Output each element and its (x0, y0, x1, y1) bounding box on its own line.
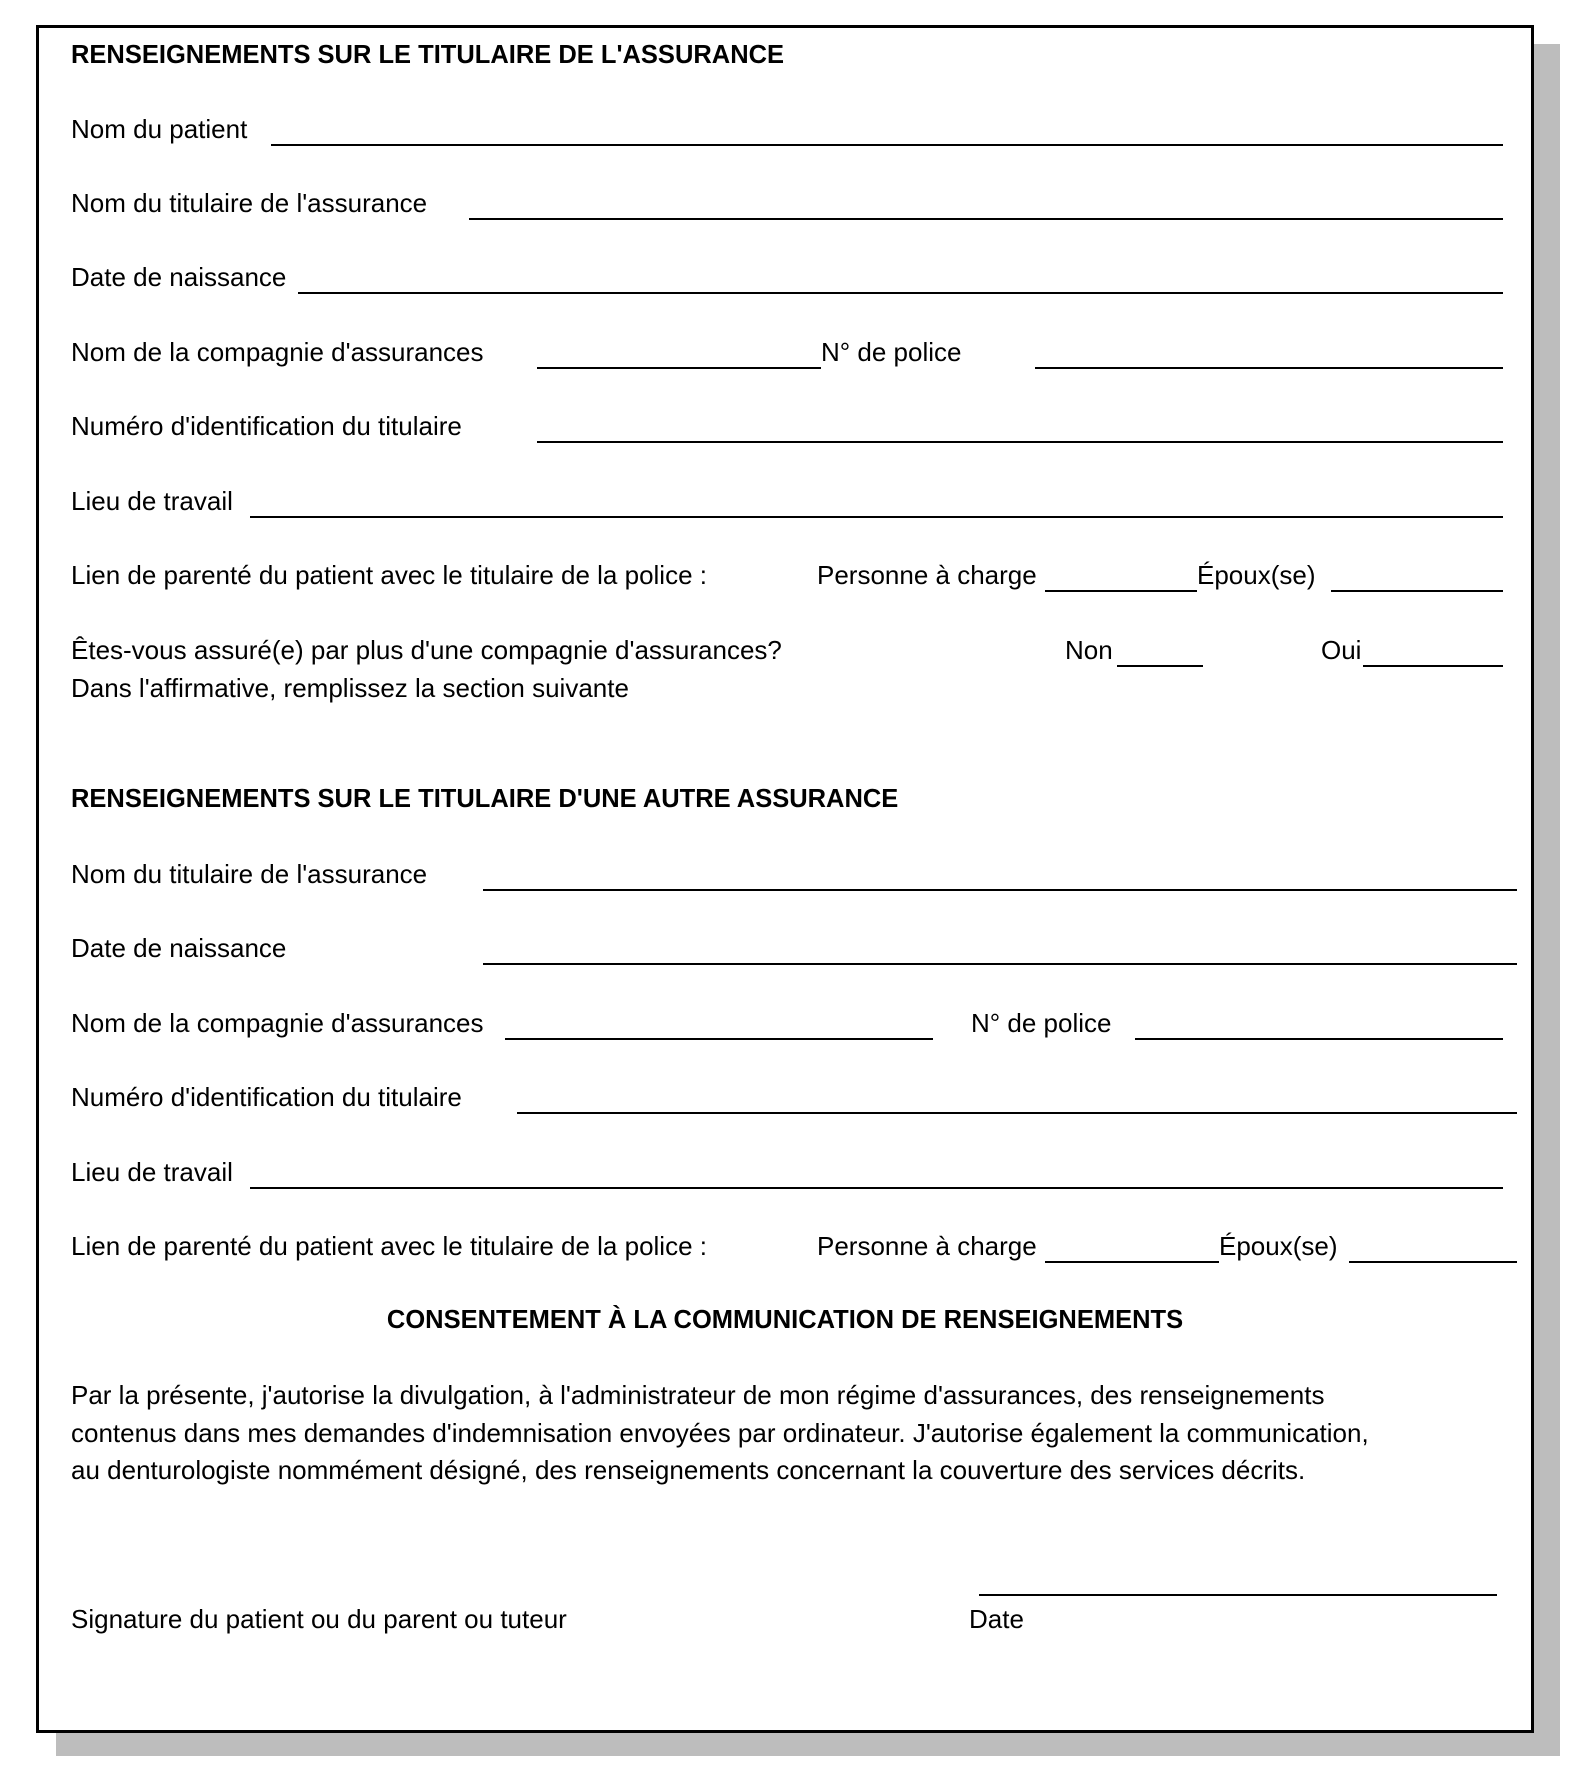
spouse-field[interactable] (1331, 590, 1503, 592)
policy-field[interactable] (1035, 367, 1503, 369)
no-label: Non (1065, 635, 1113, 665)
dependent-field[interactable] (1045, 590, 1197, 592)
holder-name-field[interactable] (469, 218, 1503, 220)
consent-title: CONSENTEMENT À LA COMMUNICATION DE RENSEIGNEMENTS (386, 1306, 1184, 1334)
dependent-label: Personne à charge (817, 560, 1037, 590)
holder-name-label-2: Nom du titulaire de l'assurance (71, 859, 428, 889)
signature-label: Signature du patient ou du parent ou tuteur (71, 1604, 567, 1634)
birth-date-label-2: Date de naissance (71, 933, 287, 963)
holder-name-field-2[interactable] (483, 889, 1517, 891)
birth-date-field[interactable] (298, 292, 1503, 294)
dependent-label-2: Personne à charge (817, 1231, 1037, 1261)
no-field[interactable] (1117, 665, 1203, 667)
spouse-label-2: Époux(se) (1219, 1231, 1338, 1261)
holder-id-field-2[interactable] (517, 1112, 1517, 1114)
patient-name-field[interactable] (271, 144, 1503, 146)
date-field[interactable] (979, 1594, 1497, 1596)
policy-field-2[interactable] (1135, 1038, 1503, 1040)
spouse-label: Époux(se) (1197, 560, 1316, 590)
section2-title: RENSEIGNEMENTS SUR LE TITULAIRE D'UNE AUTRE ASSURANCE (71, 785, 899, 813)
company-field[interactable] (537, 367, 821, 369)
holder-name-label: Nom du titulaire de l'assurance (71, 188, 428, 218)
if-yes-instruction: Dans l'affirmative, remplissez la section suivante (71, 673, 629, 703)
consent-line-2: contenus dans mes demandes d'indemnisation envoyées par ordinateur. J'autorise également la communication, (71, 1417, 1369, 1448)
consent-line-1: Par la présente, j'autorise la divulgation, à l'administrateur de mon régime d'assurances, des renseignements (71, 1380, 1325, 1410)
company-field-2[interactable] (505, 1038, 933, 1040)
policy-label: N° de police (821, 337, 962, 367)
consent-line-3: au denturologiste nommément désigné, des renseignements concernant la couverture des services décrits. (71, 1455, 1306, 1485)
birth-date-label: Date de naissance (71, 262, 287, 292)
yes-field[interactable] (1363, 665, 1503, 667)
holder-id-field[interactable] (537, 441, 1503, 443)
workplace-label-2: Lieu de travail (71, 1157, 233, 1187)
company-label-2: Nom de la compagnie d'assurances (71, 1008, 484, 1038)
birth-date-field-2[interactable] (483, 963, 1517, 965)
date-label: Date (969, 1604, 1024, 1634)
yes-label: Oui (1321, 635, 1362, 665)
dependent-field-2[interactable] (1045, 1261, 1219, 1263)
workplace-field[interactable] (250, 516, 1503, 518)
consent-paragraph (71, 1377, 1511, 1490)
holder-id-label: Numéro d'identification du titulaire (71, 411, 462, 441)
company-label: Nom de la compagnie d'assurances (71, 337, 484, 367)
insurance-form (36, 25, 1534, 1733)
holder-id-label-2: Numéro d'identification du titulaire (71, 1082, 462, 1112)
multiple-question: Êtes-vous assuré(e) par plus d'une compagnie d'assurances? (71, 635, 782, 665)
relationship-label-2: Lien de parenté du patient avec le titulaire de la police : (71, 1231, 707, 1261)
section1-title: RENSEIGNEMENTS SUR LE TITULAIRE DE L'ASSURANCE (71, 41, 785, 69)
patient-name-label: Nom du patient (71, 114, 248, 144)
workplace-label: Lieu de travail (71, 486, 233, 516)
spouse-field-2[interactable] (1349, 1261, 1517, 1263)
workplace-field-2[interactable] (250, 1187, 1503, 1189)
relationship-label: Lien de parenté du patient avec le titulaire de la police : (71, 560, 707, 590)
policy-label-2: N° de police (971, 1008, 1112, 1038)
